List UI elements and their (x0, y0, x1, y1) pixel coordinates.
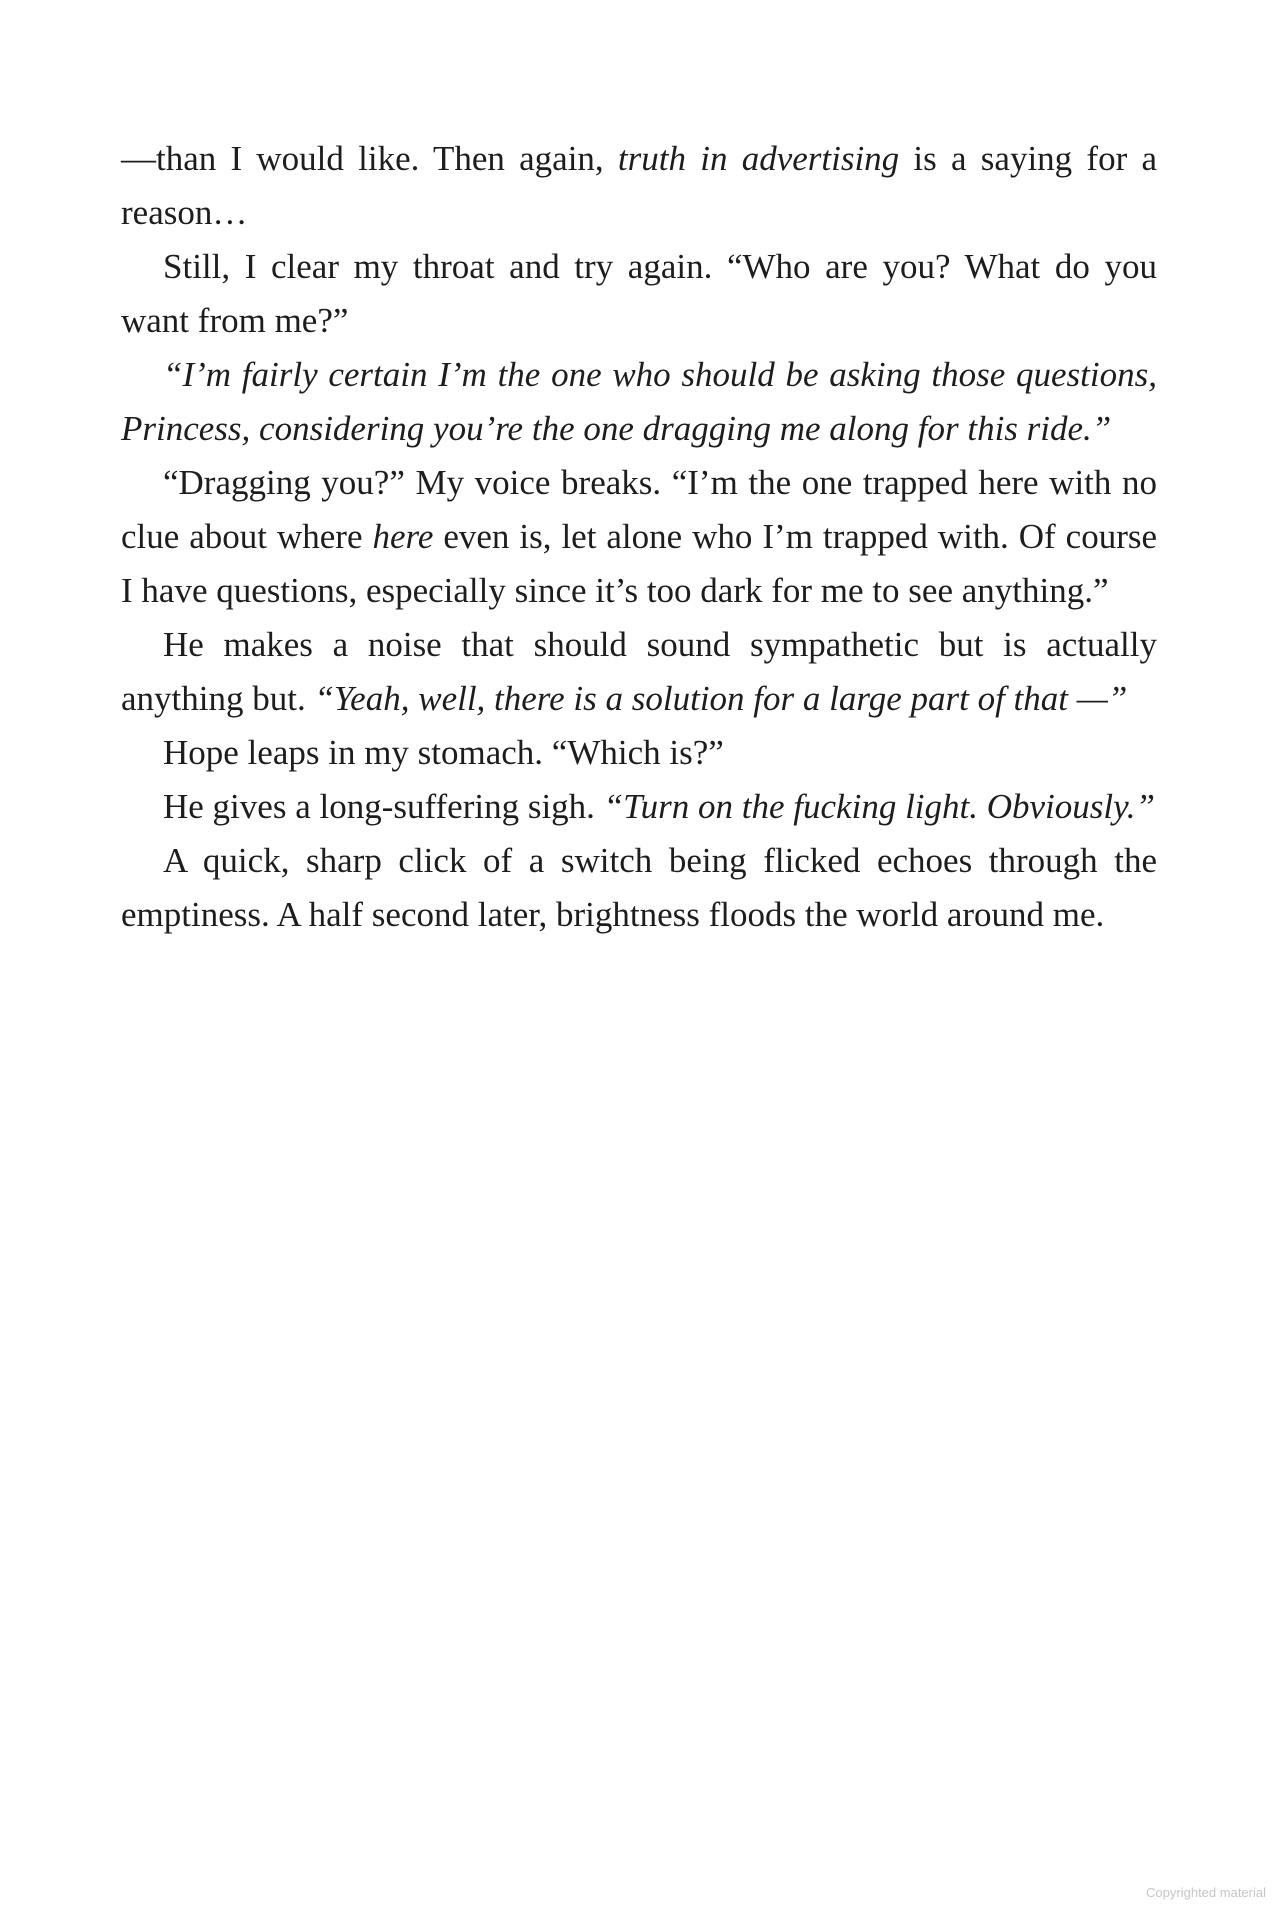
italic-text: “Turn on the fucking light. Obviously.” (603, 787, 1155, 826)
italic-text: “Yeah, well, there is a solution for a large part of that —” (314, 679, 1128, 718)
paragraph (121, 456, 1157, 618)
paragraph (121, 780, 1157, 834)
paragraph (121, 348, 1157, 456)
paragraph (121, 834, 1157, 942)
italic-text: “I’m fairly certain I’m the one who should be asking those questions, Princess, considering you’re the one dragging me along for this ride.” (121, 355, 1157, 448)
text-run: “Dragging you?” My voice breaks. “I’m the one trapped here with no clue about where (121, 463, 1157, 556)
body-text (121, 132, 1157, 942)
paragraph (121, 618, 1157, 726)
text-run: Hope leaps in my stomach. “Which is?” (163, 733, 724, 772)
text-run: —than I would like. Then again, (121, 139, 618, 178)
italic-text: truth in advertising (617, 139, 900, 178)
copyright-notice: Copyrighted material (1146, 1885, 1266, 1900)
text-run: Still, I clear my throat and try again. “Who are you? What do you want from me?” (121, 247, 1157, 340)
italic-text: here (372, 517, 434, 556)
text-run: He makes a noise that should sound sympathetic but is actually anything but. (121, 625, 1157, 718)
text-run: A quick, sharp click of a switch being flicked echoes through the emptiness. A half second later, brightness floods the world around me. (121, 841, 1157, 934)
paragraph (121, 240, 1157, 348)
text-run: is a saying for a reason… (121, 139, 1157, 232)
text-run: He gives a long-suffering sigh. (163, 787, 604, 826)
text-run: even is, let alone who I’m trapped with. Of course I have questions, especially since it’s too dark for me to see anything.” (121, 517, 1158, 610)
paragraph (121, 132, 1157, 240)
paragraph (121, 726, 1157, 780)
